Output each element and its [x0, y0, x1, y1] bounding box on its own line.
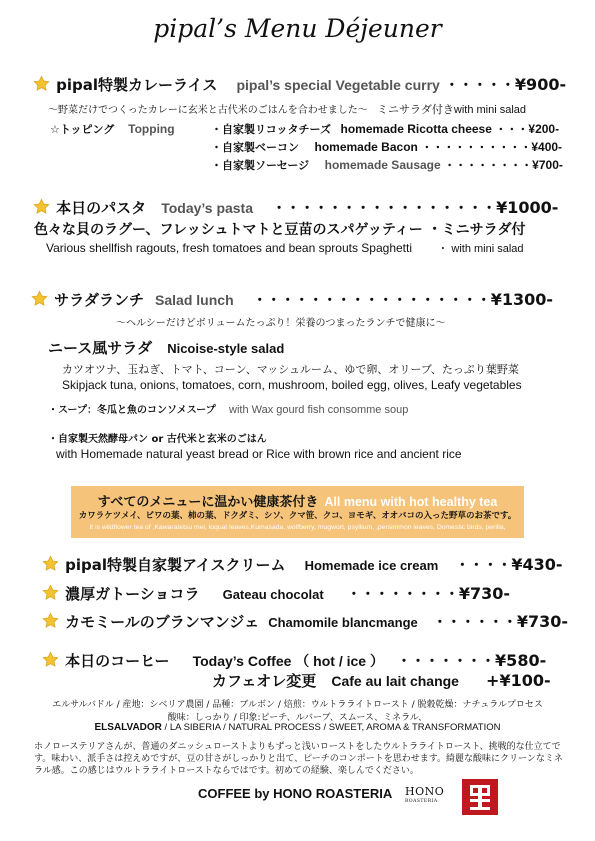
- nicoise-heading: [48, 337, 284, 358]
- coffee-heading: [42, 650, 546, 671]
- topping-name-en: homemade Bacon: [314, 140, 418, 154]
- salad-description: ～ヘルシーだけどボリュームたっぷり！栄養のつまったランチで健康に～: [116, 318, 446, 329]
- curry-dots: ・・・・・: [444, 78, 515, 94]
- salad-name-en: Salad lunch: [155, 292, 234, 308]
- topping-dots: ・・・: [495, 123, 529, 136]
- salad-name-ja: サラダランチ: [54, 291, 144, 309]
- salad-heading: [31, 289, 553, 310]
- dessert-item: [42, 611, 568, 632]
- topping-name-ja: ・自家製リコッタチーズ: [211, 123, 332, 136]
- curry-price: ¥900-: [514, 75, 567, 94]
- salad-dots: ・・・・・・・・・・・・・・・・・: [252, 293, 491, 309]
- nicoise-ingredients-en: Skipjack tuna, onions, tomatoes, corn, mushroom, boiled egg, olives, Leafy vegetables: [62, 378, 522, 392]
- coffee-footer: COFFEE by HONO ROASTERIA: [198, 786, 393, 801]
- star-icon: [42, 651, 59, 668]
- logo-wordmark: HONO: [405, 785, 445, 798]
- topping-name-ja: ・自家製ソーセージ: [211, 159, 310, 172]
- nicoise-ingredients-ja: カツオツナ、玉ねぎ、トマト、コーン、マッシュルーム、ゆで卵、オリーブ、たっぷり葉野菜: [62, 363, 519, 376]
- coffee-name-en: Today’s Coffee （ hot / ice ）: [192, 653, 384, 669]
- latte-name-ja: カフェオレ変更: [212, 672, 317, 690]
- star-icon: [31, 290, 48, 307]
- topping-price: ¥400-: [531, 140, 563, 154]
- curry-description: [48, 101, 526, 117]
- coffee-origin-en: ELSALVADOR / LA SIBERIA / NATURAL PROCESS / SWEET, AROMA & TRANSFORMATION: [94, 722, 501, 733]
- pasta-name-en: Today’s pasta: [161, 200, 254, 216]
- star-icon: [33, 75, 50, 92]
- star-icon: [33, 198, 50, 215]
- dessert-name-en: Chamomile blancmange: [268, 615, 418, 630]
- topping-price: ¥200-: [528, 122, 560, 136]
- dessert-price: ¥430-: [511, 555, 563, 574]
- dessert-item: [42, 583, 510, 604]
- bread-line-en: with Homemade natural yeast bread or Rice with brown rice and ancient rice: [56, 447, 462, 461]
- star-icon: [42, 612, 59, 629]
- pasta-line-ja: 色々な貝のラグー、フレッシュトマトと豆苗のスパゲッティー ・ミニサラダ付: [34, 222, 526, 238]
- topping-name-en: homemade Sausage: [324, 158, 441, 172]
- latte-name-en: Cafe au lait change: [331, 673, 459, 689]
- coffee-acidity-ja: 酸味：しっかり / 印象:ピーチ、ルバーブ、スムース、ミネラル、: [167, 713, 428, 723]
- coffee-dots: ・・・・・・・: [397, 654, 496, 670]
- dessert-dots: ・・・・・・: [432, 615, 517, 631]
- star-icon: [42, 555, 59, 572]
- dessert-dots: ・・・・: [455, 558, 512, 574]
- curry-name-en: pipal’s special Vegetable curry: [236, 77, 440, 93]
- topping-name-ja: ・自家製ベーコン: [211, 141, 299, 154]
- tea-heading-en: All menu with hot healthy tea: [324, 495, 498, 509]
- tea-banner: [71, 486, 524, 538]
- coffee-price: ¥580-: [495, 651, 547, 670]
- dessert-name-ja: 濃厚ガトーショコラ: [65, 585, 200, 603]
- curry-desc-ja: ～野菜だけでつくったカレーに玄米と古代米のごはんを合わせました～: [48, 105, 368, 116]
- latte-change: [212, 670, 551, 691]
- dessert-name-en: Homemade ice cream: [304, 558, 439, 573]
- dessert-price: ¥730-: [458, 584, 510, 603]
- curry-set-note: ミニサラダ付きwith mini salad: [377, 104, 527, 116]
- topping-item: [211, 121, 559, 137]
- soup-en: with Wax gourd fish consomme soup: [229, 404, 409, 416]
- curry-heading: [33, 74, 566, 95]
- topping-item: [211, 157, 563, 173]
- coffee-name-ja: 本日のコーヒー: [65, 652, 170, 670]
- dessert-name-ja: カモミールのブランマンジェ: [65, 613, 260, 631]
- topping-label: [50, 121, 175, 137]
- latte-price: +¥100-: [486, 671, 551, 690]
- star-icon: [42, 584, 59, 601]
- pasta-price: ¥1000-: [496, 198, 559, 217]
- pasta-name-ja: 本日のパスタ: [56, 199, 147, 217]
- pasta-desc-en: Various shellfish ragouts, fresh tomatoes and bean sprouts Spaghetti: [46, 241, 412, 255]
- curry-name-ja: pipal特製カレーライス: [56, 76, 218, 94]
- salad-price: ¥1300-: [490, 290, 554, 309]
- topping-item: [211, 139, 562, 155]
- tea-ingredients-en: It is wildflower tea of ,Kawaratetsu mei, loquat leaves,Kumasada, wolfberry, mugwort, psyllium, ,persimmon leaves, Domestic birds, perilla,: [89, 524, 506, 531]
- topping-dots: ・・・・・・・・: [444, 159, 533, 172]
- dessert-price: ¥730-: [516, 612, 569, 631]
- pasta-set-note: ・ with mini salad: [437, 243, 524, 255]
- topping-price: ¥700-: [532, 158, 563, 172]
- tea-heading: [71, 491, 524, 510]
- dessert-item: [42, 554, 563, 575]
- dessert-name-ja: pipal特製自家製アイスクリーム: [65, 556, 286, 574]
- topping-label-en: Topping: [128, 122, 175, 136]
- pasta-dots: ・・・・・・・・・・・・・・・・: [272, 201, 497, 217]
- coffee-note-line: ホノローステリアさんが、普通のダニッシュローストよりもずっと浅いローストをしたウルトラライトロースト、挑戦的な仕立てで: [34, 742, 561, 752]
- soup-ja: ・スープ：冬瓜と魚のコンソメスープ: [48, 405, 216, 416]
- logo-subtext: ROASTERIA: [405, 799, 438, 804]
- dessert-name-en: Gateau chocolat: [222, 587, 324, 602]
- pasta-heading: [33, 197, 558, 218]
- tea-ingredients-ja: カワラケツメイ、ビワの葉、柿の葉、ドクダミ、シソ、クマ笹、クコ、ヨモギ、オオバコの入った野草のお茶です。: [78, 511, 517, 521]
- topping-dots: ・・・・・・・・・・: [421, 141, 532, 154]
- coffee-note-line: ラル感。この感じはウルトラライトローストならではです。初めての経験、楽しんでください。: [34, 766, 419, 776]
- dessert-dots: ・・・・・・・・: [346, 587, 459, 603]
- coffee-note-line: す。味わい、派手さは控えめですが、豆の甘さがしっかりと出て、ピーチのコンポートを思わせます。綺麗な酸味にクリーンなミネ: [34, 754, 563, 764]
- nicoise-name-ja: ニース風サラダ: [48, 339, 153, 357]
- page-title: pipal’s Menu Déjeuner: [153, 14, 442, 43]
- pasta-line-en: [46, 240, 524, 256]
- topping-label-ja: ☆トッピング: [50, 123, 115, 136]
- tea-heading-ja: すべてのメニューに温かい健康茶付き: [97, 495, 319, 510]
- coffee-origin-ja: エルサルバドル / 産地：シベリア農園 / 品種：ブルボン / 焙煎：ウルトラライトロースト / 脱穀乾燥：ナチュラルプロセス: [52, 700, 543, 710]
- nicoise-name-en: Nicoise-style salad: [167, 341, 285, 356]
- hono-roasteria-logo: [462, 779, 498, 815]
- bread-line-ja: ・自家製天然酵母パン or 古代米と玄米のごはん: [48, 434, 267, 445]
- soup-line: [48, 401, 408, 416]
- topping-name-en: homemade Ricotta cheese: [340, 122, 492, 136]
